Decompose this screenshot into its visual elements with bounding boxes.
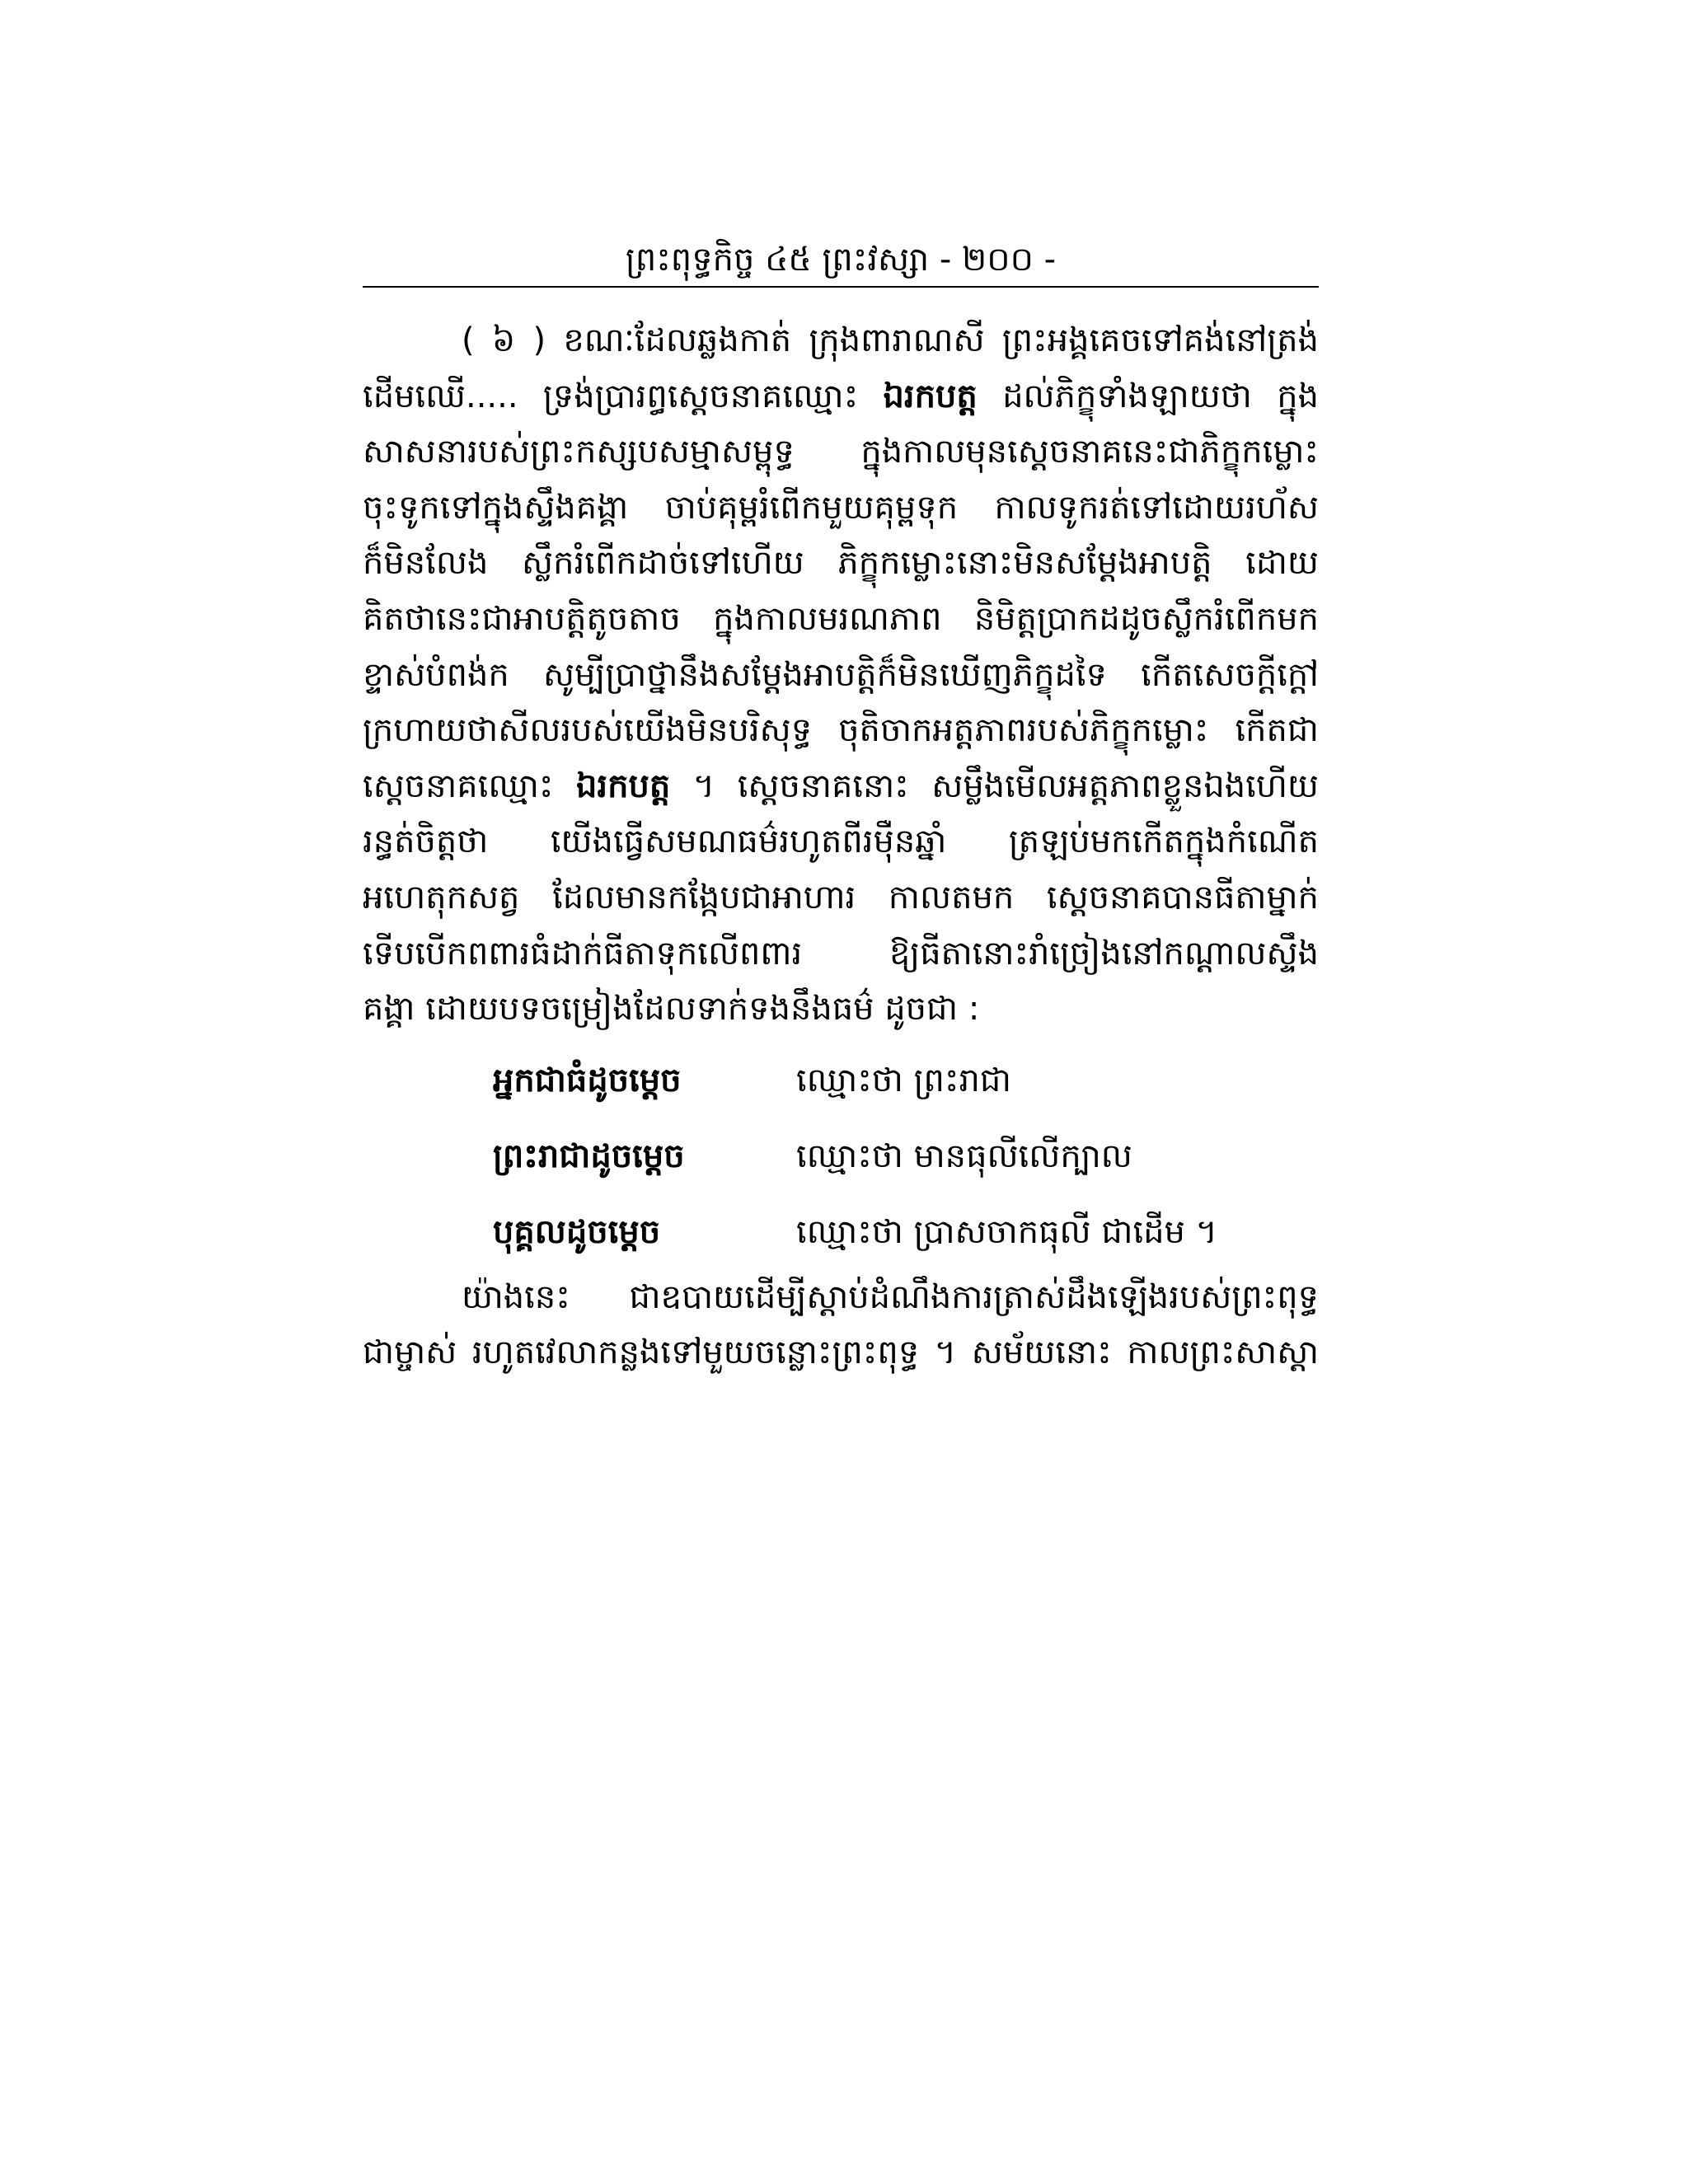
verse-answer: ឈ្មោះថា មានធុលីលើក្បាល [796, 1137, 1132, 1175]
text-line: ដើមឈើ..... ទ្រង់ប្រារព្ធស្តេចនាគឈ្មោះ ឯរកបត្ត ដល់ភិក្ខុទាំងឡាយថា ក្នុង [363, 377, 1319, 415]
verse-question: អ្នកជាធំដូចម្តេច [493, 1061, 682, 1099]
text-line: គង្គា ដោយបទចម្រៀងដែលទាក់ទងនឹងធម៌ ដូចជា : [363, 990, 980, 1029]
verse-question: ព្រះរាជាដូចម្តេច [493, 1137, 685, 1175]
paragraph-1 [363, 313, 1319, 1038]
bold-name: ឯរកបត្ត [576, 766, 671, 805]
text-line: ចុះទូកទៅក្នុងស្ទឹងគង្គា ចាប់គុម្ពរំពើកមួយគុម្ពទុក កាលទូករត់ទៅដោយរហ័ស [363, 488, 1319, 527]
text-line: គិតថានេះជាអាបត្តិតូចតាច ក្នុងកាលមរណភាព និមិត្តប្រាកដដូចស្លឹករំពើកមក [363, 599, 1319, 638]
text-line: ជាម្ចាស់ រហូតវេលាកន្លងទៅមួយចន្លោះព្រះពុទ្ធ ។ សម័យនោះ កាលព្រះសាស្តា [363, 1333, 1319, 1372]
verse-answer: ឈ្មោះថា ព្រះរាជា [796, 1061, 1011, 1099]
verse-line [363, 1043, 1319, 1118]
text-line: អហេតុកសត្វ ដែលមានកង្កែបជាអាហារ កាលតមក ស្តេចនាគបានធីតាម្នាក់ [363, 878, 1319, 916]
text-line: ( ៦ ) ខណៈដែលឆ្លងកាត់ ក្រុងពារាណសី ព្រះអង្គគេចទៅគង់នៅត្រង់ [462, 321, 1319, 359]
text-line: យ៉ាងនេះ ជាឧបាយដើម្បីស្តាប់ដំណឹងការត្រាស់ដឹងឡើងរបស់ព្រះពុទ្ធ [462, 1277, 1319, 1316]
text-line: រន្ធត់ចិត្តថា យើងធ្វើសមណធម៌រហូតពីរម៉ឺនឆ្នាំ ត្រឡប់មកកើតក្នុងកំណើត [363, 823, 1319, 861]
running-header: ព្រះពុទ្ធកិច្ច ៤៥ ព្រះវស្សា - ២០០ - [625, 241, 1057, 279]
verse-block [363, 1043, 1319, 1270]
verse-question: បុគ្គលដូចម្តេច [493, 1212, 661, 1251]
text-line: សាសនារបស់ព្រះកស្សបសម្មាសម្ពុទ្ធ ក្នុងកាលមុនស្តេចនាគនេះជាភិក្ខុកម្លោះ [363, 433, 1319, 471]
text-line: ខ្ទាស់បំពង់ក សូម្បីប្រាថ្នានឹងសម្តែងអាបត្តិក៏មិនឃើញភិក្ខុដទៃ កើតសេចក្តីក្តៅ [363, 655, 1319, 694]
body-text [363, 313, 1319, 1381]
text-line: ទើបបើកពពារធំដាក់ធីតាទុកលើពពារ ឱ្យធីតានោះរាំច្រៀងនៅកណ្តាលស្ទឹង [363, 934, 1319, 972]
verse-answer: ឈ្មោះថា ប្រាសចាកធុលី ជាដើម ។ [796, 1212, 1217, 1251]
text-line: ក្រហាយថាសីលរបស់យើងមិនបរិសុទ្ធ ចុតិចាកអត្តភាពរបស់ភិក្ខុកម្លោះ កើតជា [363, 711, 1319, 750]
bold-name: ឯរកបត្ត [883, 377, 978, 415]
verse-line [363, 1118, 1319, 1194]
paragraph-2 [363, 1270, 1319, 1381]
verse-line [363, 1194, 1319, 1270]
text-line: ស្តេចនាគឈ្មោះ ឯរកបត្ត ។ ស្តេចនាគនោះ សម្លឹងមើលអត្តភាពខ្លួនឯងហើយ [363, 766, 1319, 805]
text-line: ក៏មិនលែង ស្លឹករំពើកដាច់ទៅហើយ ភិក្ខុកម្លោះនោះមិនសម្តែងអាបត្តិ ដោយ [363, 544, 1319, 583]
header-rule [363, 286, 1319, 288]
